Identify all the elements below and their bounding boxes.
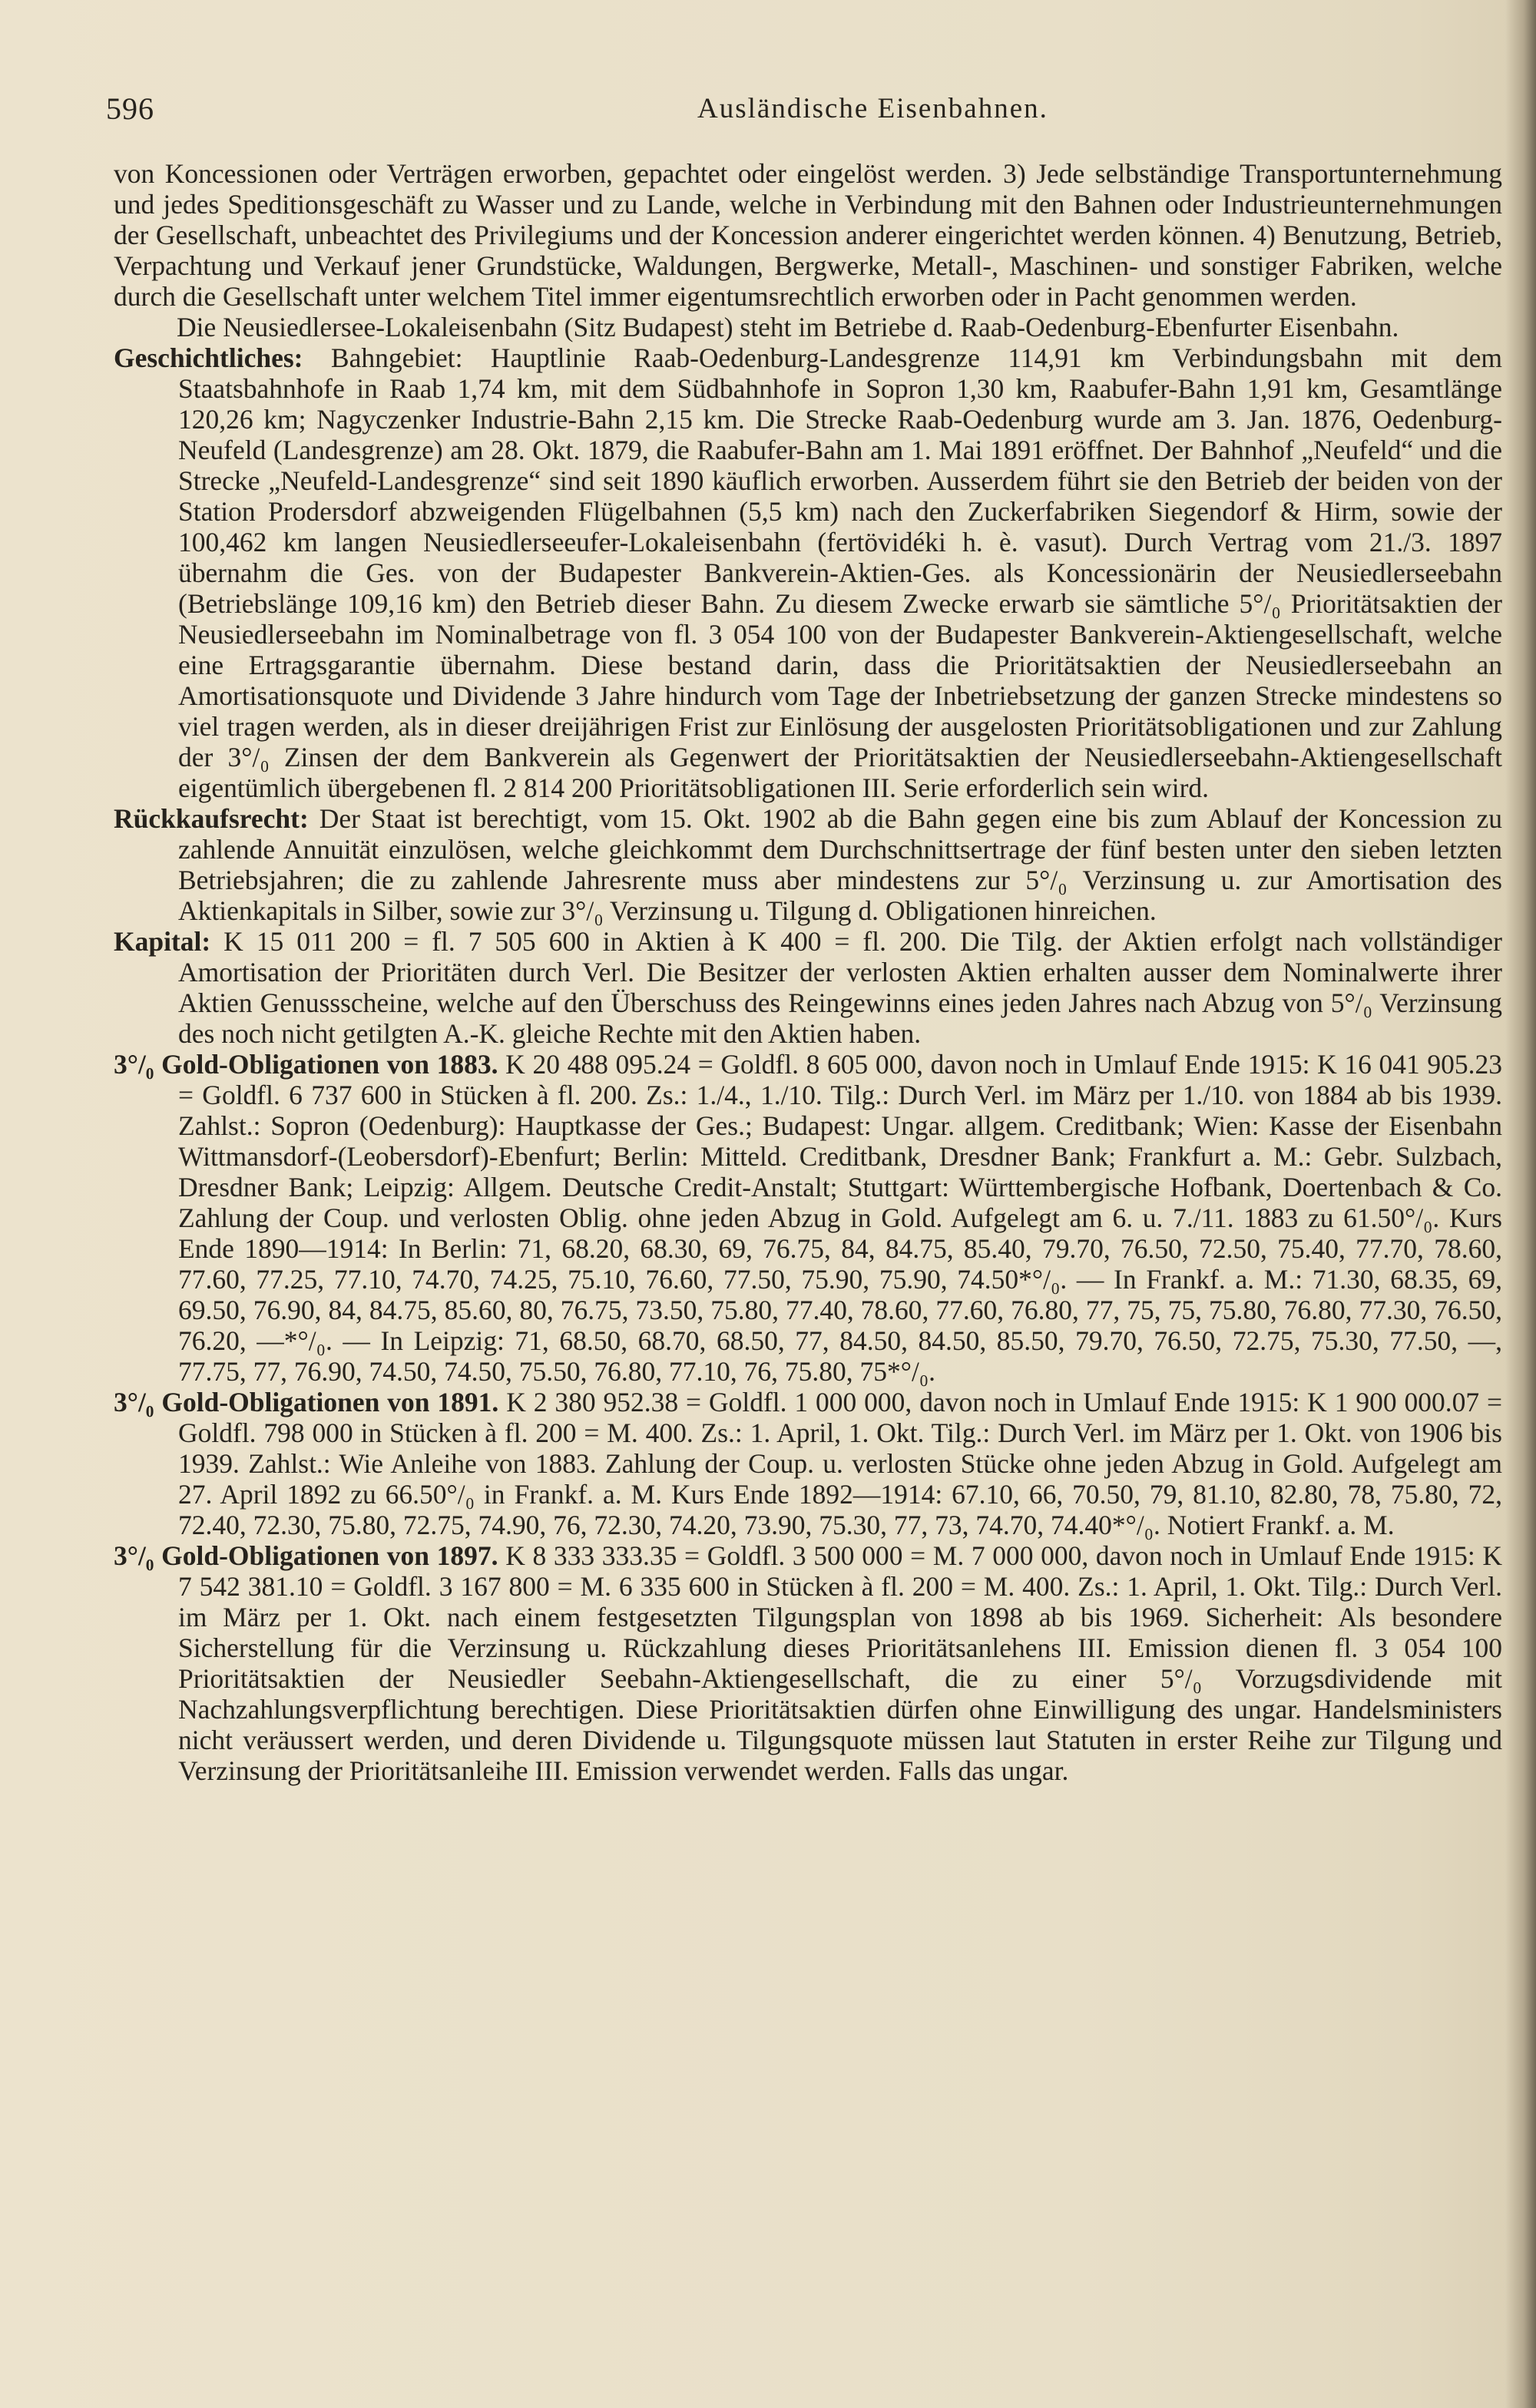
section-label-obligationen-1883: 3°/₀ Gold-Obligationen von 1883. (114, 1049, 498, 1080)
section-label-geschichtliches: Geschichtliches: (114, 342, 303, 373)
section-geschichtliches (114, 342, 1502, 803)
section-text-rueckkaufsrecht: Der Staat ist berechtigt, vom 15. Okt. 1902 ab die Bahn gegen eine bis zum Ablauf der Koncession zu zahlende Annuität einzulösen, welche gleichkommt dem Durchschnittsertrage der fünf besten unter den sieben letzten Betriebsjahren; die zu zahlende Jahresrente muss aber mindestens zur 5°/₀ Verzinsung u. zur Amortisation des Aktienkapitals in Silber, sowie zur 3°/₀ Verzinsung u. Tilgung d. Obligationen hinreichen. (178, 803, 1502, 926)
section-text-obligationen-1883: K 20 488 095.24 = Goldfl. 8 605 000, davon noch in Umlauf Ende 1915: K 16 041 905.23 = Goldfl. 6 737 600 in Stücken à fl. 200. Zs.: 1./4., 1./10. Tilg.: Durch Verl. im März per 1./10. von 1884 ab bis 1939. Zahlst.: Sopron (Oedenburg): Hauptkasse der Ges.; Budapest: Ungar. allgem. Creditbank; Wien: Kasse der Eisenbahn Wittmansdorf-(Leobersdorf)-Ebenfurt; Berlin: Mitteld. Creditbank, Dresdner Bank; Frankfurt a. M.: Gebr. Sulzbach, Dresdner Bank; Leipzig: Allgem. Deutsche Credit-Anstalt; Stuttgart: Württembergische Hofbank, Doertenbach & Co. Zahlung der Coup. und verlosten Oblig. ohne jeden Abzug in Gold. Aufgelegt am 6. u. 7./11. 1883 zu 61.50°/₀. Kurs Ende 1890—1914: In Berlin: 71, 68.20, 68.30, 69, 76.75, 84, 84.75, 85.40, 79.70, 76.50, 72.50, 75.40, 77.70, 78.60, 77.60, 77.25, 77.10, 74.70, 74.25, 75.10, 76.60, 77.50, 75.90, 75.90, 74.50*°/₀. — In Frankf. a. M.: 71.30, 68.35, 69, 69.50, 76.90, 84, 84.75, 85.60, 80, 76.75, 73.50, 75.80, 77.40, 78.60, 77.60, 76.80, 77, 75, 75, 75.80, 76.80, 77.30, 76.50, 76.20, —*°/₀. — In Leipzig: 71, 68.50, 68.70, 68.50, 77, 84.50, 84.50, 85.50, 79.70, 76.50, 72.75, 75.30, 77.50, —, 77.75, 77, 76.90, 74.50, 74.50, 75.50, 76.80, 77.10, 76, 75.80, 75*°/₀. (178, 1049, 1503, 1387)
section-obligationen-1897 (114, 1540, 1502, 1786)
section-label-obligationen-1897: 3°/₀ Gold-Obligationen von 1897. (114, 1540, 498, 1571)
paragraph-neusiedlersee-operation: Die Neusiedlersee-Lokaleisenbahn (Sitz Budapest) steht im Betriebe d. Raab-Oedenburg-Ebenfurter Eisenbahn. (177, 312, 1399, 342)
section-text-geschichtliches: Bahngebiet: Hauptlinie Raab-Oedenburg-Landesgrenze 114,91 km Verbindungsbahn mit dem Staatsbahnhofe in Raab 1,74 km, mit dem Südbahnhofe in Sopron 1,30 km, Raabufer-Bahn 1,91 km, Gesamtlänge 120,26 km; Nagyczenker Industrie-Bahn 2,15 km. Die Strecke Raab-Oedenburg wurde am 3. Jan. 1876, Oedenburg-Neufeld (Landesgrenze) am 28. Okt. 1879, die Raabufer-Bahn am 1. Mai 1891 eröffnet. Der Bahnhof „Neufeld“ und die Strecke „Neufeld-Landesgrenze“ sind seit 1890 käuflich erworben. Ausserdem führt sie den Betrieb der beiden von der Station Prodersdorf abzweigenden Flügelbahnen (5,5 km) nach den Zuckerfabriken Siegendorf & Hirm, sowie der 100,462 km langen Neusiedlerseeufer-Lokaleisenbahn (fertövidéki h. è. vasut). Durch Vertrag vom 21./3. 1897 übernahm die Ges. von der Budapester Bankverein-Aktien-Ges. als Koncessionärin der Neusiedlerseebahn (Betriebslänge 109,16 km) den Betrieb dieser Bahn. Zu diesem Zwecke erwarb sie sämtliche 5°/₀ Prioritätsaktien der Neusiedlerseebahn im Nominalbetrage von fl. 3 054 100 von der Budapester Bankverein-Aktiengesellschaft, welche eine Ertragsgarantie übernahm. Diese bestand darin, dass die Prioritätsaktien der Neusiedlerseebahn an Amortisationsquote und Dividende 3 Jahre hindurch vom Tage der Inbetriebsetzung der ganzen Strecke mindestens so viel tragen werden, als in dieser dreijährigen Frist zur Einlösung der ausgelosten Prioritätsobligationen und zur Zahlung der 3°/₀ Zinsen der dem Bankverein als Gegenwert der Prioritätsaktien der Neusiedlerseebahn-Aktiengesellschaft eigentümlich übergebenen fl. 2 814 200 Prioritätsobligationen III. Serie erforderlich sein wird. (178, 342, 1502, 803)
section-label-obligationen-1891: 3°/₀ Gold-Obligationen von 1891. (114, 1387, 499, 1417)
section-obligationen-1883 (114, 1049, 1502, 1387)
section-text-kapital: K 15 011 200 = fl. 7 505 600 in Aktien à K 400 = fl. 200. Die Tilg. der Aktien erfolgt nach vollständiger Amortisation der Prioritäten durch Verl. Die Besitzer der verlosten Aktien erhalten ausser dem Nominalwerte ihrer Aktien Genussscheine, welche auf den Überschuss des Reingewinns eines jeden Jahres nach Abzug von 5°/₀ Verzinsung des noch nicht getilgten A.-K. gleiche Rechte mit den Aktien haben. (178, 926, 1502, 1049)
section-kapital (114, 926, 1502, 1049)
page-header (106, 91, 1504, 129)
section-obligationen-1891 (114, 1387, 1502, 1540)
section-label-rueckkaufsrecht: Rückkaufsrecht: (114, 803, 309, 834)
page-edge-shadow (1505, 0, 1536, 2408)
section-text-obligationen-1897: K 8 333 333.35 = Goldfl. 3 500 000 = M. 7 000 000, davon noch in Umlauf Ende 1915: K 7 542 381.10 = Goldfl. 3 167 800 = M. 6 335 600 in Stücken à fl. 200 = M. 400. Zs.: 1. April, 1. Okt. Tilg.: Durch Verl. im März per 1. Okt. nach einem festgesetzten Tilgungsplan von 1898 ab bis 1969. Sicherheit: Als besondere Sicherstellung für die Verzinsung u. Rückzahlung dieses Prioritätsanlehens III. Emission dienen fl. 3 054 100 Prioritätsaktien der Neusiedler Seebahn-Aktiengesellschaft, die zu einer 5°/₀ Vorzugsdividende mit Nachzahlungsverpflichtung berechtigen. Diese Prioritätsaktien dürfen ohne Einwilligung des ungar. Handelsministers nicht veräussert werden, und deren Dividende u. Tilgungsquote müssen laut Statuten in erster Reihe zur Tilgung und Verzinsung der Prioritätsanleihe III. Emission verwendet werden. Falls das ungar. (178, 1540, 1503, 1786)
paragraph-object-continued: von Koncessionen oder Verträgen erworben, gepachtet oder eingelöst werden. 3) Jede selbständige Transportunternehmung und jedes Speditionsgeschäft zu Wasser und zu Lande, welche in Verbindung mit den Bahnen oder Industrieunternehmungen der Gesellschaft, unbeachtet des Privilegiums und der Koncession anderer eingerichtet werden können. 4) Benutzung, Betrieb, Verpachtung und Verkauf jener Grundstücke, Waldungen, Bergwerke, Metall-, Maschinen- und sonstiger Fabriken, welche durch die Gesellschaft unter welchem Titel immer eigentumsrechtlich erworben oder in Pacht genommen werden. (114, 158, 1502, 312)
page-number: 596 (106, 91, 154, 126)
section-label-kapital: Kapital: (114, 926, 211, 957)
page-body (114, 158, 1502, 1786)
running-title: Ausländische Eisenbahnen. (697, 93, 1048, 124)
section-text-obligationen-1891: K 2 380 952.38 = Goldfl. 1 000 000, davon noch in Umlauf Ende 1915: K 1 900 000.07 = Goldfl. 798 000 in Stücken à fl. 200 = M. 400. Zs.: 1. April, 1. Okt. Tilg.: Durch Verl. im März per 1. Okt. von 1906 bis 1939. Zahlst.: Wie Anleihe von 1883. Zahlung der Coup. u. verlosten Stücke ohne jeden Abzug in Gold. Aufgelegt am 27. April 1892 zu 66.50°/₀ in Frankf. a. M. Kurs Ende 1892—1914: 67.10, 66, 70.50, 79, 81.10, 82.80, 78, 75.80, 72, 72.40, 72.30, 75.80, 72.75, 74.90, 76, 72.30, 74.20, 73.90, 75.30, 77, 73, 74.70, 74.40*°/₀. Notiert Frankf. a. M. (178, 1387, 1503, 1540)
section-rueckkaufsrecht (114, 803, 1502, 926)
